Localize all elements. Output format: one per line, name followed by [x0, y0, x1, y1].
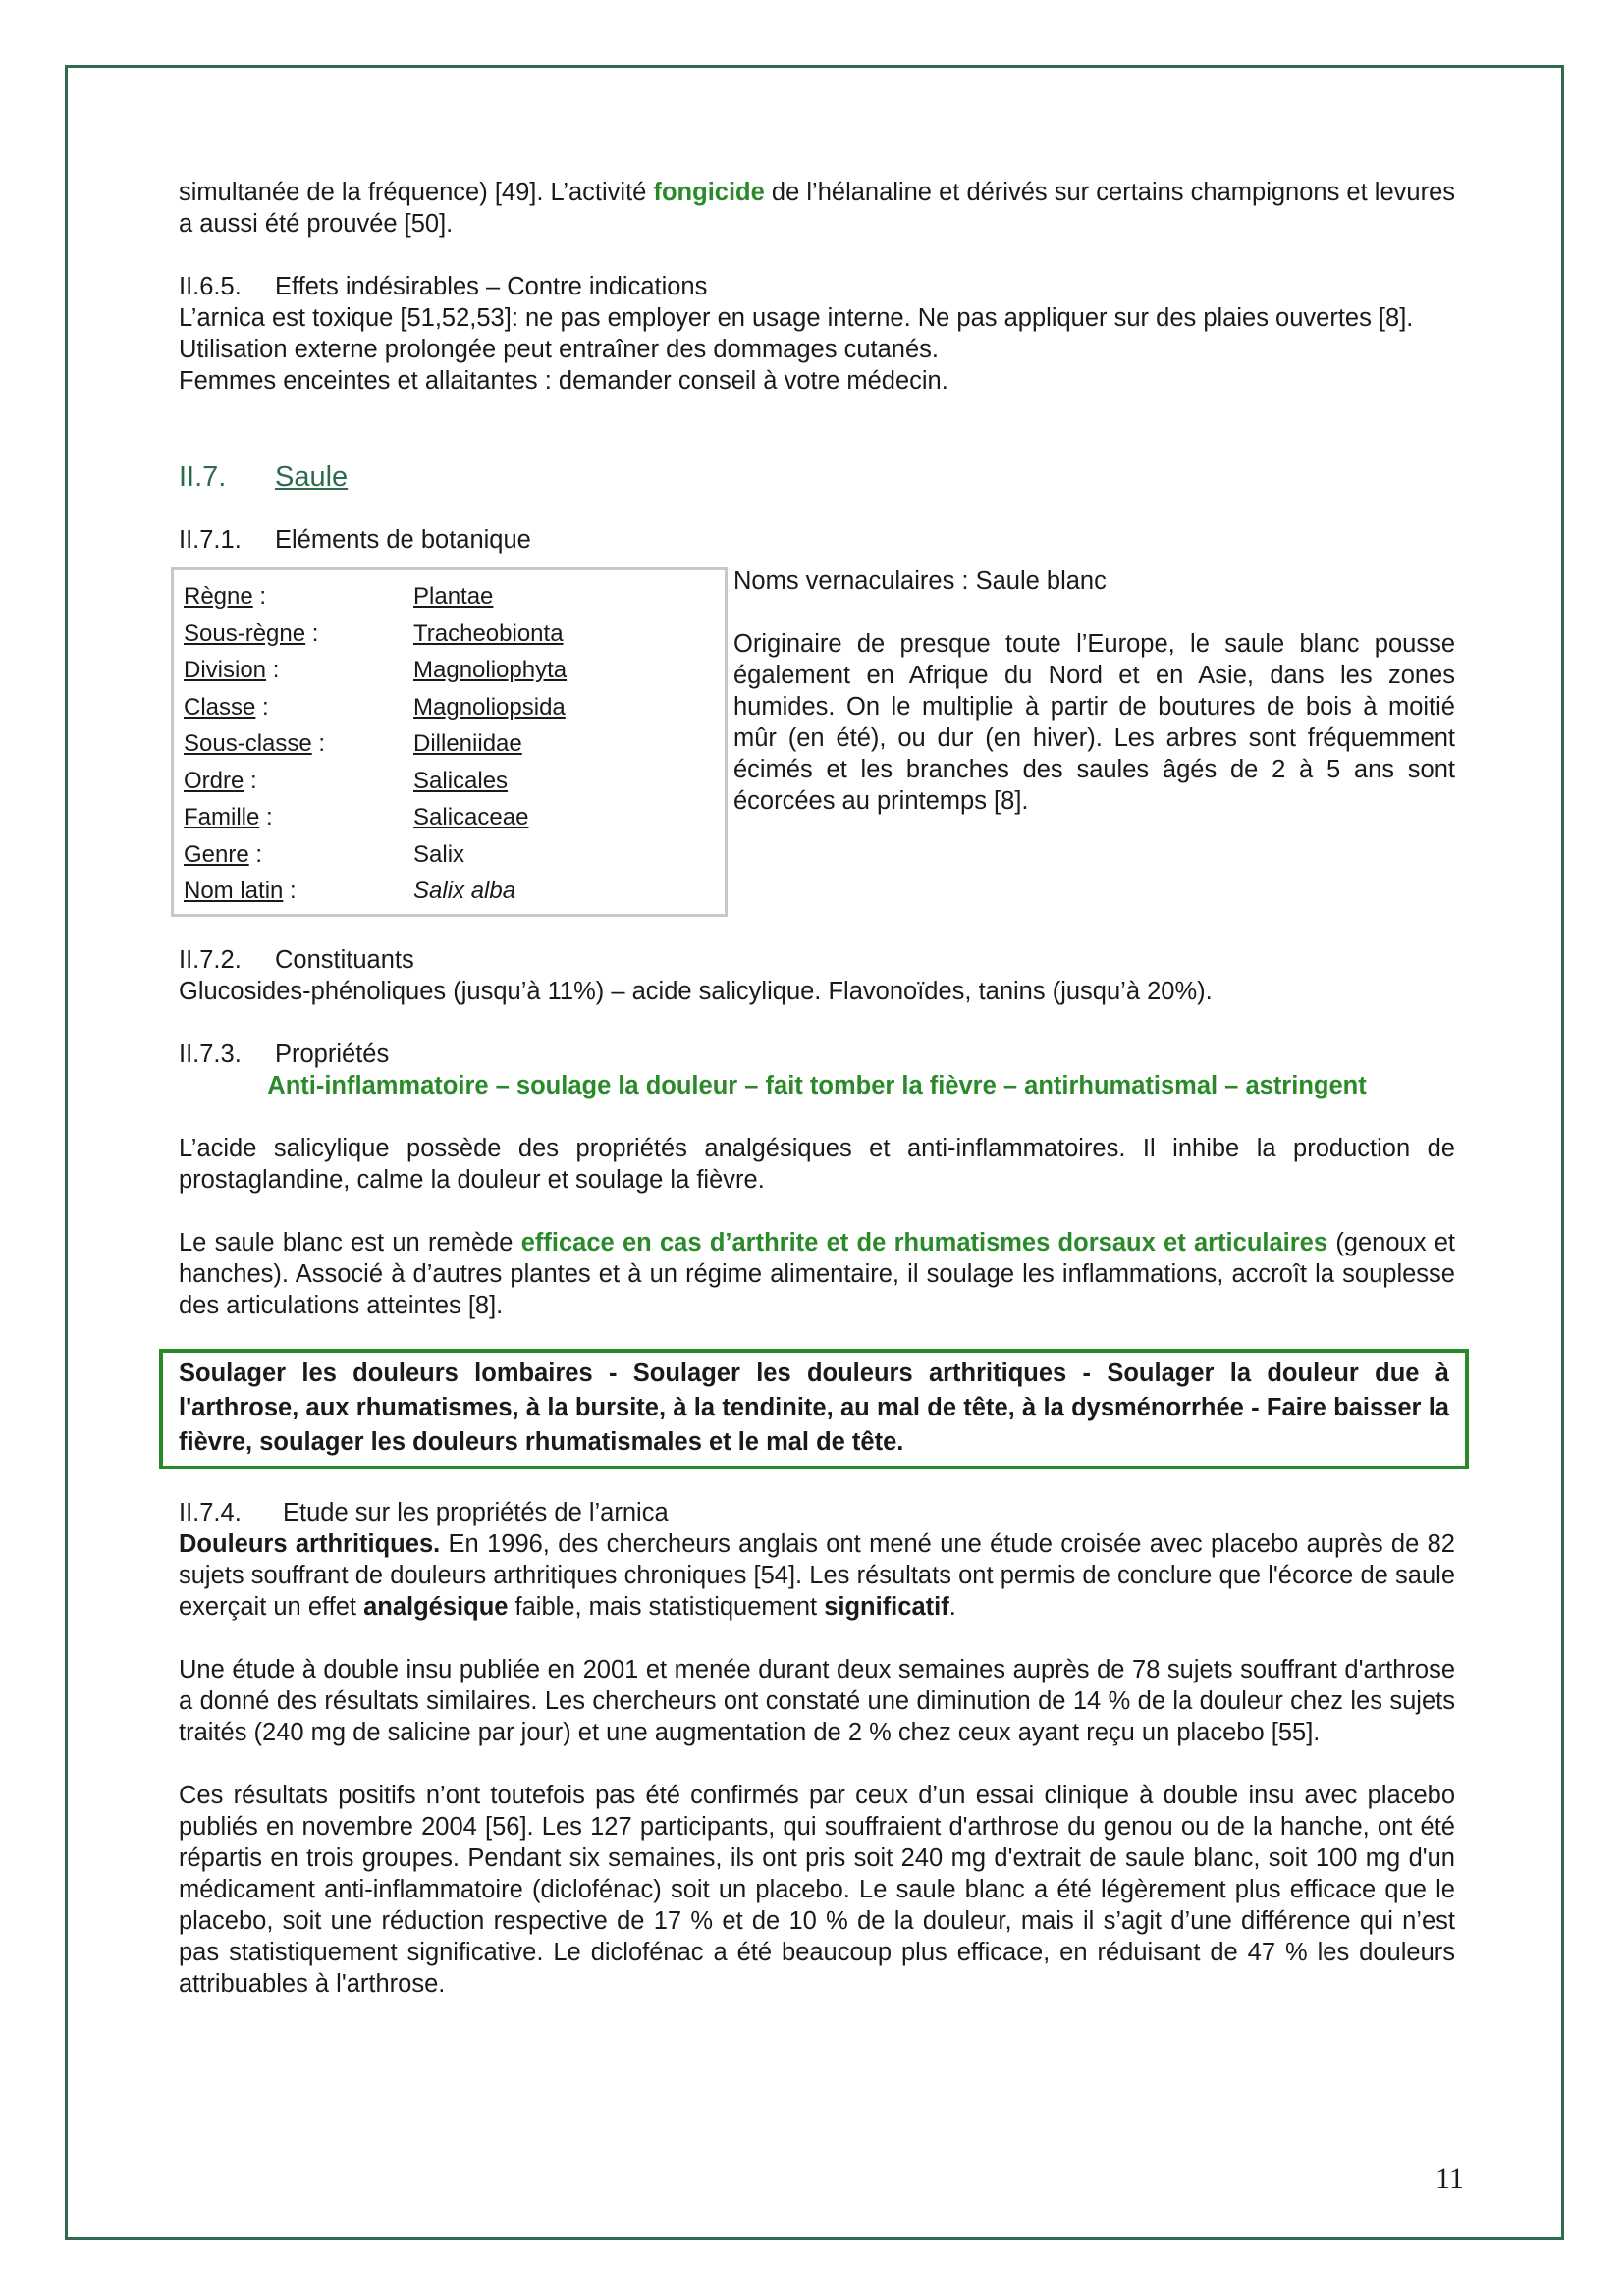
remedy-paragraph: Le saule blanc est un remède efficace en cas d’arthrite et de rhumatismes dorsaux et articulaires (genoux et hanches). Associé à d’autres plantes et à un régime alimentaire, il soulage les inflammations, accroît la souplesse des articulations atteintes [8].: [179, 1229, 1455, 1319]
taxonomy-row: Sous-classe : Dilleniidae: [184, 730, 522, 757]
taxonomy-row: Genre : Salix: [184, 840, 465, 868]
taxonomy-table: [171, 567, 728, 917]
constituents-text: Glucosides-phénoliques (jusqu’à 11%) – acide salicylique. Flavonoïdes, tanins (jusqu’à 20%).: [179, 978, 1213, 1005]
taxonomy-row: Règne : Plantae: [184, 583, 494, 610]
taxonomy-row: Ordre : Salicales: [184, 767, 509, 794]
study-paragraph-1: Douleurs arthritiques. En 1996, des chercheurs anglais ont mené une étude croisée avec placebo auprès de 82 sujets souffrant de douleurs arthritiques chroniques [54]. Les résultats ont permis de conclure que l'écorce de saule exerçait un effet analgésique faible, mais statistiquement significatif.: [179, 1530, 1455, 1621]
summary-text: Soulager les douleurs lombaires - Soulager les douleurs arthritiques - Soulager la douleur due à l'arthrose, aux rhumatismes, à la bursite, à la tendinite, au mal de tête, à la dysménorrhée - Faire baisser la fièvre, soulager les douleurs rhumatismales et le mal de tête.: [179, 1360, 1449, 1456]
page-number: 11: [1435, 2163, 1464, 2195]
summary-box: [159, 1349, 1469, 1469]
salicylic-paragraph: L’acide salicylique possède des propriétés analgésiques et anti-inflammatoires. Il inhibe la production de prostaglandine, calme la douleur et soulage la fièvre.: [179, 1135, 1455, 1194]
taxonomy-row: Division : Magnoliophyta: [184, 657, 568, 683]
taxonomy-row: Nom latin : Salix alba: [184, 878, 516, 904]
botany-description: [733, 565, 1455, 817]
section-heading-ii-7-3: II.7.3. Propriétés: [179, 1041, 390, 1068]
taxonomy-row: Classe : Magnoliopsida: [184, 693, 566, 721]
section-heading-ii-7-4: II.7.4. Etude sur les propriétés de l’arnica: [179, 1499, 669, 1526]
section-heading-ii-7-2: II.7.2. Constituants: [179, 946, 414, 974]
side-effects-line-2: Utilisation externe prolongée peut entraîner des dommages cutanés.: [179, 336, 939, 363]
vernacular-names: Noms vernaculaires : Saule blanc: [733, 567, 1107, 595]
section-heading-ii-7: II.7. Saule: [179, 461, 349, 493]
page-content: [179, 177, 1455, 2000]
origin-paragraph: Originaire de presque toute l’Europe, le saule blanc pousse également en Afrique du Nord et en Asie, dans les zones humides. On le multiplie à partir de boutures de bois à moitié mûr (en été), ou dur (en hiver). Les arbres sont fréquemment écimés et les branches des saules âgés de 2 à 5 ans sont écorcées au printemps [8].: [733, 630, 1455, 815]
section-heading-ii-7-1: II.7.1. Eléments de botanique: [179, 526, 531, 554]
study-paragraph-3: Ces résultats positifs n’ont toutefois pas été confirmés par ceux d’un essai clinique à double insu avec placebo publiés en novembre 2004 [56]. Les 127 participants, qui souffraient d'arthrose du genou ou de la hanche, ont été répartis en trois groupes. Pendant six semaines, ils ont pris soit 240 mg d'extrait de saule blanc, soit 100 mg d'un médicament anti-inflammatoire (diclofénac) soit un placebo. Le saule blanc a été légèrement plus efficace que le placebo, soit une réduction respective de 17 % et de 10 % de la douleur, mais il s’agit d’une différence qui n’est pas statistiquement significative. Le diclofénac a été beaucoup plus efficace, en réduisant de 47 % les douleurs attribuables à l'arthrose.: [179, 1782, 1455, 1998]
section-heading-ii-6-5: II.6.5. Effets indésirables – Contre indications: [179, 273, 708, 300]
properties-highlight: Anti-inflammatoire – soulage la douleur – fait tomber la fièvre – antirhumatismal – astringent: [267, 1072, 1367, 1099]
intro-paragraph: simultanée de la fréquence) [49]. L’activité fongicide de l’hélanaline et dérivés sur certains champignons et levures a aussi été prouvée [50].: [179, 179, 1455, 238]
side-effects-paragraph: L’arnica est toxique [51,52,53]: ne pas employer en usage interne. Ne pas appliquer sur des plaies ouvertes [8].: [179, 304, 1414, 332]
botany-block: [179, 567, 1455, 917]
side-effects-line-3: Femmes enceintes et allaitantes : demander conseil à votre médecin.: [179, 367, 948, 395]
taxonomy-row: Famille : Salicaceae: [184, 804, 529, 830]
taxonomy-row: Sous-règne : Tracheobionta: [184, 619, 564, 647]
efficacy-highlight: efficace en cas d’arthrite et de rhumatismes dorsaux et articulaires: [520, 1229, 1328, 1256]
study-paragraph-2: Une étude à double insu publiée en 2001 et menée durant deux semaines auprès de 78 sujets souffrant d'arthrose a donné des résultats similaires. Les chercheurs ont constaté une diminution de 14 % de la douleur chez les sujets traités (240 mg de salicine par jour) et une augmentation de 2 % chez ceux ayant reçu un placebo [55].: [179, 1656, 1455, 1746]
fongicide-highlight: fongicide: [653, 179, 765, 206]
